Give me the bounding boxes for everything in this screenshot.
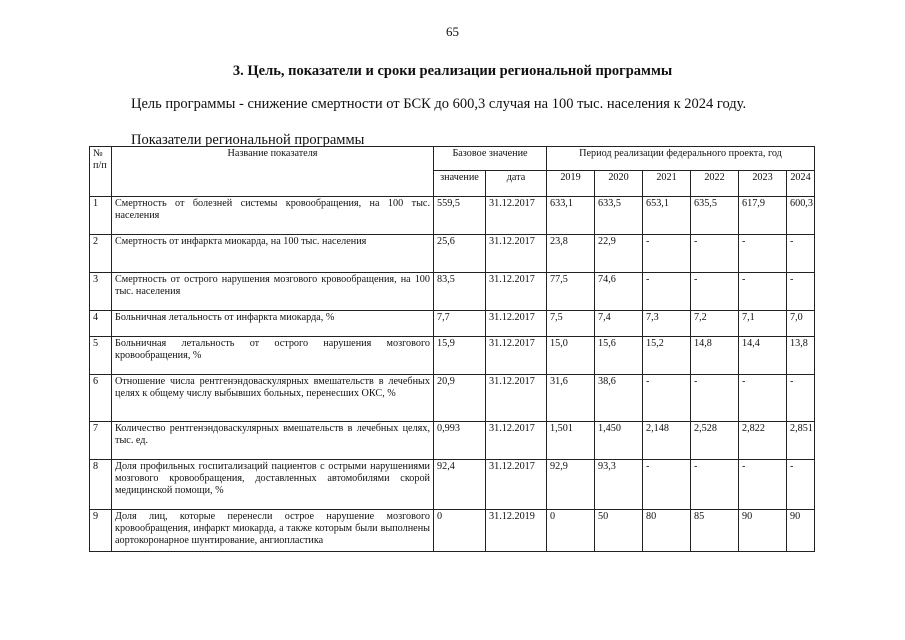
header-year: 2019 [547,171,595,197]
indicators-table [89,146,815,552]
year-value: 14,4 [739,337,787,375]
header-num: № п/п [90,147,112,197]
year-value: - [691,273,739,311]
year-value: - [787,460,815,510]
base-value: 92,4 [434,460,486,510]
base-date: 31.12.2017 [486,460,547,510]
year-value: 7,5 [547,311,595,337]
header-year: 2024 [787,171,815,197]
year-value: 77,5 [547,273,595,311]
row-number: 6 [90,375,112,422]
row-number: 1 [90,197,112,235]
year-value: 31,6 [547,375,595,422]
year-value: 7,0 [787,311,815,337]
table-row [90,311,815,337]
year-value: 0 [547,510,595,552]
base-date: 31.12.2019 [486,510,547,552]
header-value: значение [434,171,486,197]
year-value: - [787,375,815,422]
year-value: 633,1 [547,197,595,235]
year-value: 2,528 [691,422,739,460]
year-value: 653,1 [643,197,691,235]
base-date: 31.12.2017 [486,375,547,422]
header-name: Название показателя [112,147,434,197]
header-year: 2020 [595,171,643,197]
base-value: 7,7 [434,311,486,337]
base-date: 31.12.2017 [486,197,547,235]
indicator-name: Отношение числа рентгенэндоваскулярных вмешательств в лечебных целях к общему числу выбывших больных, перенесших ОКС, % [112,375,434,422]
header-year: 2022 [691,171,739,197]
indicator-name: Количество рентгенэндоваскулярных вмешательств в лечебных целях, тыс. ед. [112,422,434,460]
indicator-name: Доля профильных госпитализаций пациентов с острыми нарушениями мозгового кровообращения, доставленных автомобилями скорой медицинской помощи, % [112,460,434,510]
year-value: - [787,273,815,311]
year-value: 23,8 [547,235,595,273]
year-value: 22,9 [595,235,643,273]
year-value: 92,9 [547,460,595,510]
base-value: 20,9 [434,375,486,422]
base-date: 31.12.2017 [486,311,547,337]
table-row [90,460,815,510]
year-value: - [691,460,739,510]
row-number: 3 [90,273,112,311]
indicator-name: Смертность от инфаркта миокарда, на 100 тыс. населения [112,235,434,273]
year-value: - [691,375,739,422]
year-value: 13,8 [787,337,815,375]
header-period: Период реализации федерального проекта, год [547,147,815,171]
year-value: - [643,375,691,422]
header-date: дата [486,171,547,197]
base-value: 25,6 [434,235,486,273]
year-value: - [739,460,787,510]
year-value: - [739,273,787,311]
table-row [90,197,815,235]
year-value: 7,4 [595,311,643,337]
base-value: 0,993 [434,422,486,460]
row-number: 4 [90,311,112,337]
base-value: 15,9 [434,337,486,375]
year-value: 80 [643,510,691,552]
header-year: 2023 [739,171,787,197]
row-number: 5 [90,337,112,375]
table-subtitle: Показатели региональной программы [131,132,365,148]
row-number: 2 [90,235,112,273]
indicator-name: Смертность от острого нарушения мозгового кровообращения, на 100 тыс. населения [112,273,434,311]
year-value: 633,5 [595,197,643,235]
year-value: - [691,235,739,273]
base-date: 31.12.2017 [486,337,547,375]
year-value: 617,9 [739,197,787,235]
year-value: 38,6 [595,375,643,422]
year-value: 14,8 [691,337,739,375]
year-value: 90 [739,510,787,552]
base-value: 559,5 [434,197,486,235]
year-value: 15,6 [595,337,643,375]
year-value: - [643,235,691,273]
row-number: 9 [90,510,112,552]
year-value: 1,450 [595,422,643,460]
year-value: 635,5 [691,197,739,235]
year-value: 600,3 [787,197,815,235]
year-value: 85 [691,510,739,552]
indicator-name: Больничная летальность от острого нарушения мозгового кровообращения, % [112,337,434,375]
year-value: 7,3 [643,311,691,337]
base-value: 0 [434,510,486,552]
year-value: 90 [787,510,815,552]
indicator-name: Смертность от болезней системы кровообращения, на 100 тыс. населения [112,197,434,235]
header-year: 2021 [643,171,691,197]
year-value: 93,3 [595,460,643,510]
year-value: 2,822 [739,422,787,460]
year-value: 1,501 [547,422,595,460]
table-row [90,337,815,375]
year-value: - [739,375,787,422]
header-base: Базовое значение [434,147,547,171]
table-row [90,510,815,552]
page-number: 65 [446,24,459,39]
base-date: 31.12.2017 [486,273,547,311]
base-date: 31.12.2017 [486,235,547,273]
year-value: 2,851 [787,422,815,460]
year-value: - [787,235,815,273]
year-value: - [643,273,691,311]
year-value: 74,6 [595,273,643,311]
table-row [90,235,815,273]
year-value: 50 [595,510,643,552]
table-row [90,422,815,460]
section-title: 3. Цель, показатели и сроки реализации региональной программы [232,63,673,79]
indicator-name: Больничная летальность от инфаркта миокарда, % [112,311,434,337]
year-value: 15,0 [547,337,595,375]
year-value: 2,148 [643,422,691,460]
year-value: 15,2 [643,337,691,375]
base-value: 83,5 [434,273,486,311]
year-value: - [739,235,787,273]
year-value: - [643,460,691,510]
year-value: 7,1 [739,311,787,337]
program-goal: Цель программы - снижение смертности от БСК до 600,3 случая на 100 тыс. населения к 2024 году. [131,96,747,112]
base-date: 31.12.2017 [486,422,547,460]
table-row [90,273,815,311]
row-number: 7 [90,422,112,460]
year-value: 7,2 [691,311,739,337]
indicator-name: Доля лиц, которые перенесли острое нарушение мозгового кровообращения, инфаркт миокарда, а также которым были выполнены аортокоронарное шунтирование, ангиопластика [112,510,434,552]
row-number: 8 [90,460,112,510]
table-row [90,375,815,422]
